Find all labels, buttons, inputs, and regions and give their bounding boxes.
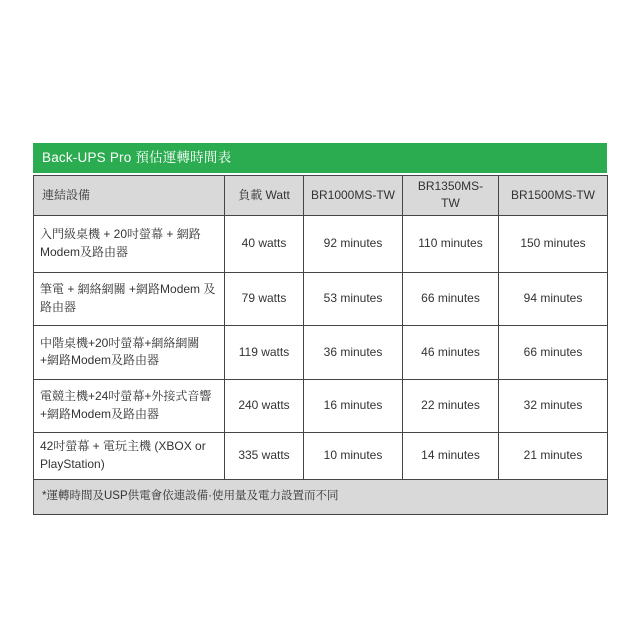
watt-cell: 335 watts (225, 432, 304, 479)
table-footnote-row (34, 479, 608, 514)
runtime-cell: 32 minutes (499, 379, 608, 432)
runtime-cell: 14 minutes (403, 432, 499, 479)
table-title-bar: Back-UPS Pro 預估運轉時間表 (33, 143, 607, 173)
device-cell: 42吋螢幕 + 電玩主機 (XBOX or PlayStation) (34, 432, 225, 479)
runtime-cell: 110 minutes (403, 215, 499, 272)
table-header-row (34, 176, 608, 216)
watt-cell: 119 watts (225, 325, 304, 379)
runtime-cell: 66 minutes (403, 272, 499, 325)
table-row (34, 272, 608, 325)
runtime-cell: 10 minutes (304, 432, 403, 479)
watt-cell: 40 watts (225, 215, 304, 272)
column-header-br1350ms-tw: BR1350MS-TW (403, 176, 499, 216)
table-row (34, 432, 608, 479)
column-header-br1500ms-tw: BR1500MS-TW (499, 176, 608, 216)
runtime-cell: 22 minutes (403, 379, 499, 432)
runtime-cell: 66 minutes (499, 325, 608, 379)
device-cell: 中階桌機+20吋螢幕+網絡網關 +網路Modem及路由器 (34, 325, 225, 379)
column-header-load-watt: 負載 Watt (225, 176, 304, 216)
runtime-cell: 92 minutes (304, 215, 403, 272)
runtime-table-panel (33, 143, 607, 515)
table-row (34, 379, 608, 432)
column-header-device: 連結設備 (34, 176, 225, 216)
watt-cell: 240 watts (225, 379, 304, 432)
table-row (34, 325, 608, 379)
runtime-cell: 46 minutes (403, 325, 499, 379)
runtime-cell: 36 minutes (304, 325, 403, 379)
device-cell: 入門級桌機 + 20吋螢幕 + 網路Modem及路由器 (34, 215, 225, 272)
runtime-cell: 150 minutes (499, 215, 608, 272)
runtime-cell: 94 minutes (499, 272, 608, 325)
runtime-table (33, 175, 608, 515)
watt-cell: 79 watts (225, 272, 304, 325)
device-cell: 筆電 + 網絡網關 +網路Modem 及路由器 (34, 272, 225, 325)
footnote-text: *運轉時間及USP供電會依連設備·使用量及電力設置而不同 (34, 479, 608, 514)
runtime-cell: 53 minutes (304, 272, 403, 325)
runtime-cell: 16 minutes (304, 379, 403, 432)
runtime-cell: 21 minutes (499, 432, 608, 479)
table-row (34, 215, 608, 272)
device-cell: 電競主機+24吋螢幕+外接式音響 +網路Modem及路由器 (34, 379, 225, 432)
column-header-br1000ms-tw: BR1000MS-TW (304, 176, 403, 216)
